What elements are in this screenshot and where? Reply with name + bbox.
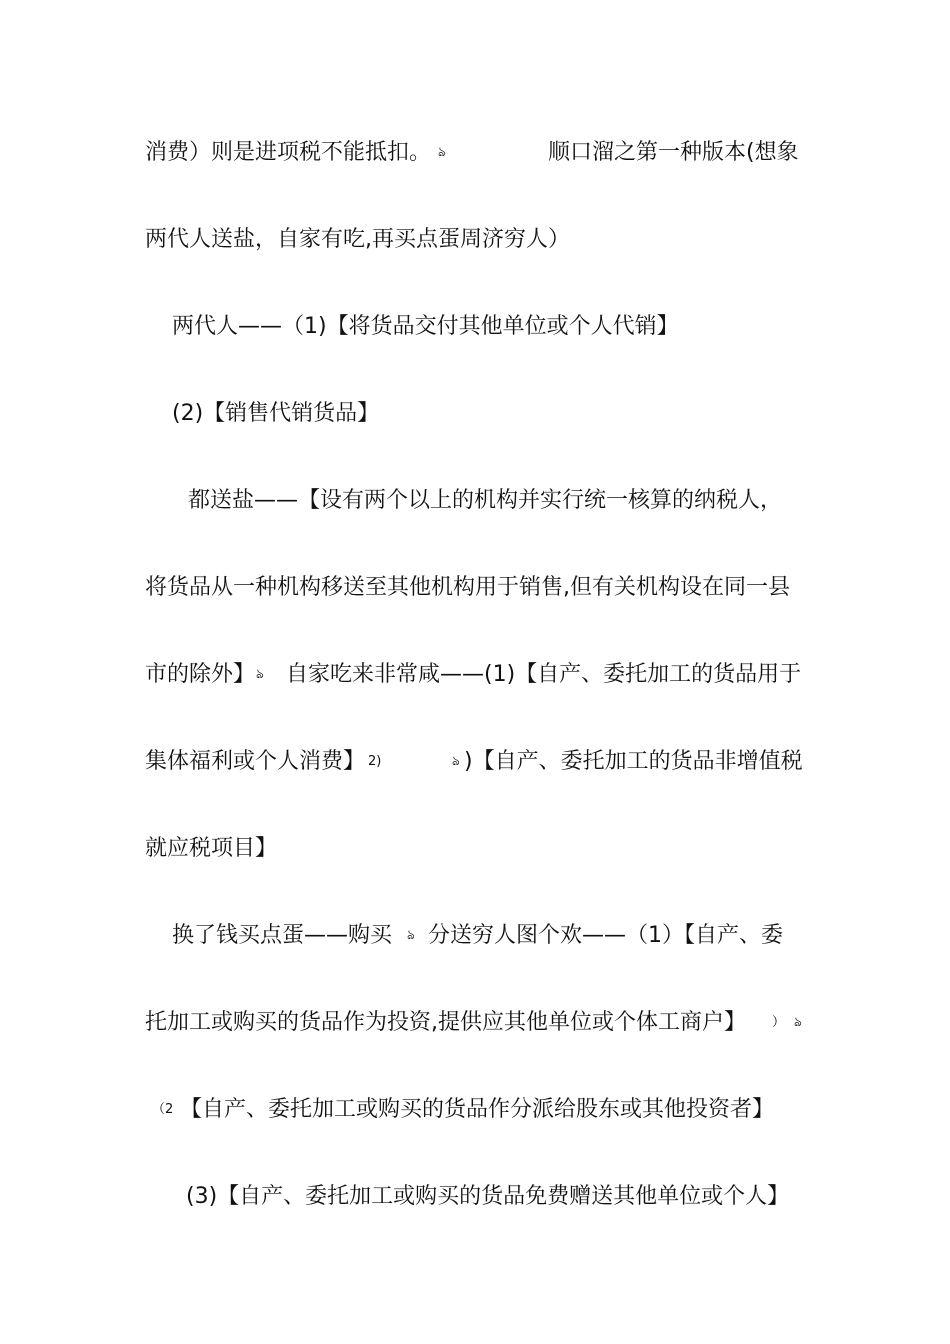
line-text: 就应税项目】	[145, 836, 278, 861]
line-text: 托加工或购买的货品作为投资,提供应其他单位或个体工商户】	[145, 1010, 746, 1035]
line-text: (3)【自产、委托加工或购买的货品免费赠送其他单位或个人】	[186, 1184, 790, 1209]
line-text: 集体福利或个人消费】	[145, 749, 366, 774]
line-text: 自家吃来非常咸——(1)【自产、委托加工的货品用于	[286, 662, 802, 687]
text-line-7	[0, 655, 950, 695]
line-text: )【自产、委托加工的货品非增值税	[464, 749, 803, 774]
text-line-2	[0, 220, 950, 260]
line-text: 两代人送盐，自家有吃,再买点蛋周济穷人）	[145, 227, 570, 252]
text-line-3	[0, 307, 950, 347]
text-line-9	[0, 829, 950, 869]
text-line-10	[0, 916, 950, 956]
text-line-11	[0, 1003, 950, 1043]
line-mark: ঌ	[438, 145, 446, 160]
line-text: 两代人——（1)【将货品交付其他单位或个人代销】	[172, 314, 679, 339]
text-line-12	[0, 1090, 950, 1130]
line-mark: ঌ	[794, 1015, 802, 1030]
line-text: 换了钱买点蛋——购买	[172, 923, 393, 948]
line-text: 消费）则是进项税不能抵扣。	[145, 140, 432, 165]
text-line-13	[0, 1177, 950, 1217]
line-small-text: （2	[152, 1102, 174, 1117]
line-text: (2)【销售代销货品】	[172, 401, 380, 426]
line-text: 都送盐——【设有两个以上的机构并实行统一核算的纳税人，	[188, 488, 783, 513]
line-mark: ঌ	[256, 667, 264, 682]
line-small-text: 2)	[368, 754, 382, 769]
line-mark: ঌ	[452, 754, 460, 769]
line-text: 市的除外】	[145, 662, 256, 687]
line-small-text: ）	[772, 1015, 786, 1030]
text-line-5	[0, 481, 950, 521]
text-line-8	[0, 742, 950, 782]
line-mark: ঌ	[407, 928, 415, 943]
text-line-1	[0, 133, 950, 173]
line-text: 分送穷人图个欢——（1）【自产、委	[428, 923, 783, 948]
line-text: 顺口溜之第一种版本(想象	[548, 140, 799, 165]
text-line-4	[0, 394, 950, 434]
text-line-6	[0, 568, 950, 608]
line-text: 将货品从一种机构移送至其他机构用于销售,但有关机构设在同一县	[145, 575, 790, 600]
line-text: 【自产、委托加工或购买的货品作分派给股东或其他投资者】	[180, 1097, 775, 1122]
